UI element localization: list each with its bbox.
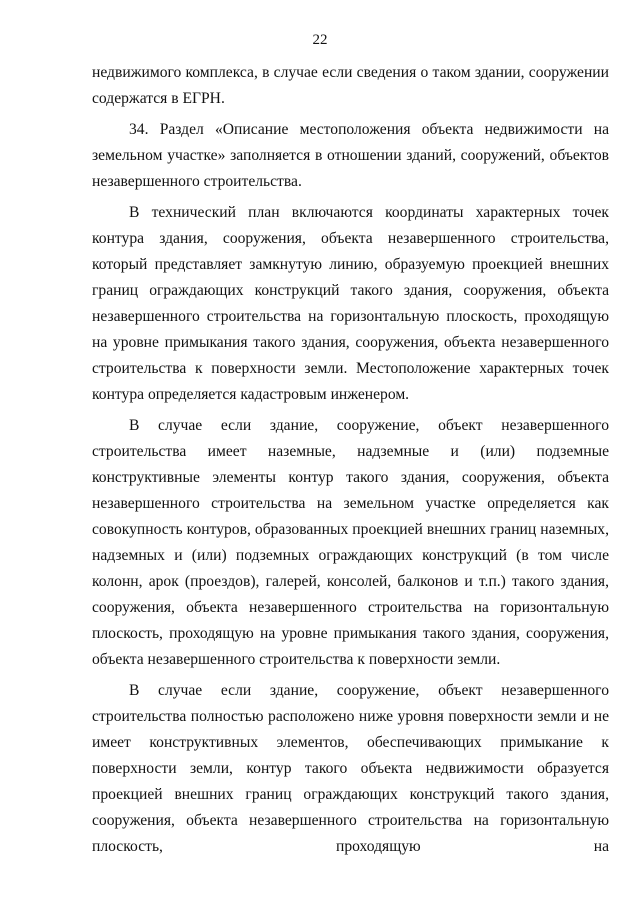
paragraph-section-34: 34. Раздел «Описание местоположения объекта недвижимости на земельном участке» заполняется в отношении зданий, сооружений, объектов незавершенного строительства. xyxy=(92,121,609,190)
paragraph-above-ground-elements: В случае если здание, сооружение, объект незавершенного строительства имеет наземные, надземные и (или) подземные конструктивные элементы контур такого здания, сооружения, объекта незавершенного строительства на земельном участке определяется как совокупность контуров, образованных проекцией внешних границ наземных, надземных и (или) подземных ограждающих конструкций (в том числе колонн, арок (проездов), галерей, консолей, балконов и т.п.) такого здания, сооружения, объекта незавершенного строительства на горизонтальную плоскость, проходящую на уровне примыкания такого здания, сооружения, объекта незавершенного строительства к поверхности земли. xyxy=(92,417,609,668)
paragraph-technical-plan-coordinates: В технический план включаются координаты характерных точек контура здания, сооружения, объекта незавершенного строительства, который представляет замкнутую линию, образуемую проекцией внешних границ ограждающих конструкций такого здания, сооружения, объекта незавершенного строительства на горизонтальную плоскость, проходящую на уровне примыкания такого здания, сооружения, объекта незавершенного строительства к поверхности земли. Местоположение характерных точек контура определяется кадастровым инженером. xyxy=(92,204,609,403)
page-number: 22 xyxy=(312,32,328,48)
paragraph-continuation: недвижимого комплекса, в случае если сведения о таком здании, сооружении содержатся в ЕГРН. xyxy=(92,64,609,107)
document-body xyxy=(92,60,609,860)
paragraph-below-ground-object: В случае если здание, сооружение, объект незавершенного строительства полностью расположено ниже уровня поверхности земли и не имеет конструктивных элементов, обеспечивающих примыкание к поверхности земли, контур такого объекта недвижимости образуется проекцией внешних границ ограждающих конструкций такого здания, сооружения, объекта незавершенного строительства на горизонтальную плоскость, проходящую на xyxy=(92,682,609,855)
